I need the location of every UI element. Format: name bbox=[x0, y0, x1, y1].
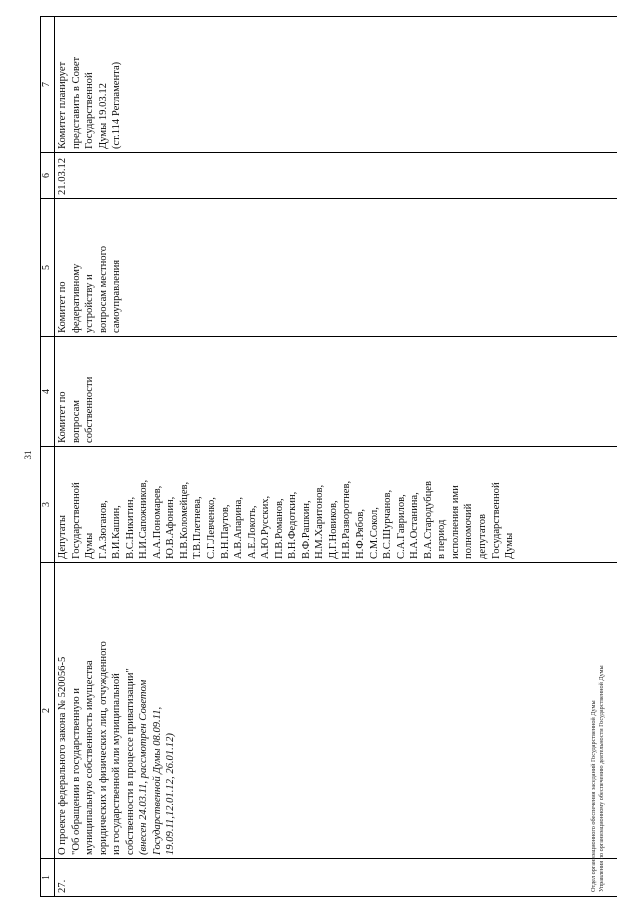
description-note-line: (внесен 24.03.11, рассмотрен Советом bbox=[138, 679, 150, 855]
committee-line: федеративному bbox=[70, 263, 82, 333]
committee-line: Комитет по bbox=[57, 391, 68, 443]
initiator-line: Ю.В.Афонин, bbox=[165, 496, 177, 559]
initiator-line: В.А.Стародубцев bbox=[422, 481, 434, 559]
initiator-line: Н.И.Сапожников, bbox=[138, 479, 150, 559]
plan-line: (ст.114 Регламента) bbox=[111, 61, 123, 149]
page-footer bbox=[590, 572, 607, 892]
initiator-line: А.Ю.Русских, bbox=[260, 495, 272, 559]
description-line: собственности в процессе приватизации" bbox=[124, 668, 136, 855]
initiator-line: депутатов bbox=[476, 513, 488, 559]
initiator-line: В.С.Никитин, bbox=[124, 496, 136, 559]
initiator-line: исполнения ими bbox=[449, 485, 461, 559]
initiator-line: Д.Г.Новиков, bbox=[327, 500, 339, 559]
column-header-5: 5 bbox=[41, 199, 55, 337]
initiator-line: Думы bbox=[84, 532, 96, 559]
initiator-line: Н.В.Разворотнев, bbox=[341, 480, 353, 559]
initiator-line: Н.Ф.Рябов, bbox=[355, 508, 367, 559]
initiator-line: Н.М.Харитонов, bbox=[314, 484, 326, 559]
description-note-line: Государственной Думы 08.09.11, bbox=[151, 706, 163, 855]
column-header-7: 7 bbox=[41, 17, 55, 153]
bills-table bbox=[40, 16, 617, 897]
initiator-line: Т.В.Плетнева, bbox=[192, 496, 204, 559]
plan-line: Комитет планирует bbox=[57, 61, 68, 149]
committee-line: собственности bbox=[84, 376, 96, 443]
description-line: юридических и физических лиц, отчужденного bbox=[97, 641, 109, 855]
initiator-line: Н.В.Коломейцев, bbox=[178, 481, 190, 559]
initiator-line: В.Н.Паутов, bbox=[219, 504, 231, 559]
initiators bbox=[55, 447, 618, 563]
plan-cell bbox=[55, 17, 618, 153]
initiator-line: А.Е.Локоть, bbox=[246, 505, 258, 559]
initiator-line: Государственной bbox=[70, 482, 82, 559]
initiator-line: Г.А.Зюганов, bbox=[97, 500, 109, 559]
header-row bbox=[41, 17, 55, 897]
column-header-2: 2 bbox=[41, 563, 55, 859]
committee-line: вопросам bbox=[70, 400, 82, 443]
row-number: 27. bbox=[55, 859, 618, 897]
committee-line: вопросам местного bbox=[97, 246, 109, 333]
committee-line: самоуправления bbox=[111, 259, 123, 333]
column-header-1: 1 bbox=[41, 859, 55, 897]
initiator-line: В.С.Шурчанов, bbox=[382, 489, 394, 559]
plan-line: Думы 19.03.12 bbox=[97, 83, 109, 149]
plan-line: Государственной bbox=[84, 72, 96, 149]
co-executor-committee bbox=[55, 199, 618, 337]
initiator-line: В.Н.Федоткин, bbox=[287, 491, 299, 559]
bill-description bbox=[55, 563, 618, 859]
footer-line: Управления по организационному обеспечению деятельности Государственной Думы bbox=[598, 665, 606, 892]
date-cell: 21.03.12 bbox=[55, 153, 618, 199]
column-header-4: 4 bbox=[41, 337, 55, 447]
description-line: О проекте федерального закона № 520056-5 bbox=[57, 656, 68, 855]
initiator-line: в период bbox=[436, 519, 448, 559]
initiator-line: Н.А.Останина, bbox=[409, 492, 421, 559]
initiator-line: Депутаты bbox=[57, 515, 68, 559]
committee-line: устройству и bbox=[84, 274, 96, 333]
footer-line: Отдел организационного обеспечения заседаний Государственной Думы bbox=[590, 700, 597, 892]
responsible-committee bbox=[55, 337, 618, 447]
initiator-line: В.Ф.Рашкин, bbox=[300, 500, 312, 559]
description-line: "Об обращении в государственную и bbox=[70, 688, 82, 855]
table-row bbox=[55, 17, 618, 897]
initiator-line: В.И.Кашин, bbox=[111, 505, 123, 559]
initiator-line: С.Г.Левченко, bbox=[206, 497, 218, 559]
initiator-line: Государственной bbox=[490, 482, 502, 559]
committee-line: Комитет по bbox=[57, 281, 68, 333]
description-note-line: 19.09.11,12.01.12, 26.01.12) bbox=[165, 733, 177, 855]
initiator-line: П.В.Романов, bbox=[273, 498, 285, 559]
document-table-sheet bbox=[40, 17, 640, 897]
column-header-3: 3 bbox=[41, 447, 55, 563]
description-line: из государственной или муниципальной bbox=[111, 673, 123, 855]
page-number: 31 bbox=[23, 450, 33, 460]
initiator-line: А.А.Пономарев, bbox=[151, 485, 163, 559]
column-header-6: 6 bbox=[41, 153, 55, 199]
plan-line: представить в Совет bbox=[70, 56, 82, 149]
initiator-line: С.А.Гаврилов, bbox=[395, 494, 407, 559]
initiator-line: полномочий bbox=[463, 503, 475, 559]
initiator-line: С.М.Сокол, bbox=[368, 507, 380, 559]
description-line: муниципальную собственность имущества bbox=[84, 660, 96, 855]
initiator-line: Думы bbox=[504, 532, 516, 559]
initiator-line: А.В.Апарина, bbox=[233, 496, 245, 559]
